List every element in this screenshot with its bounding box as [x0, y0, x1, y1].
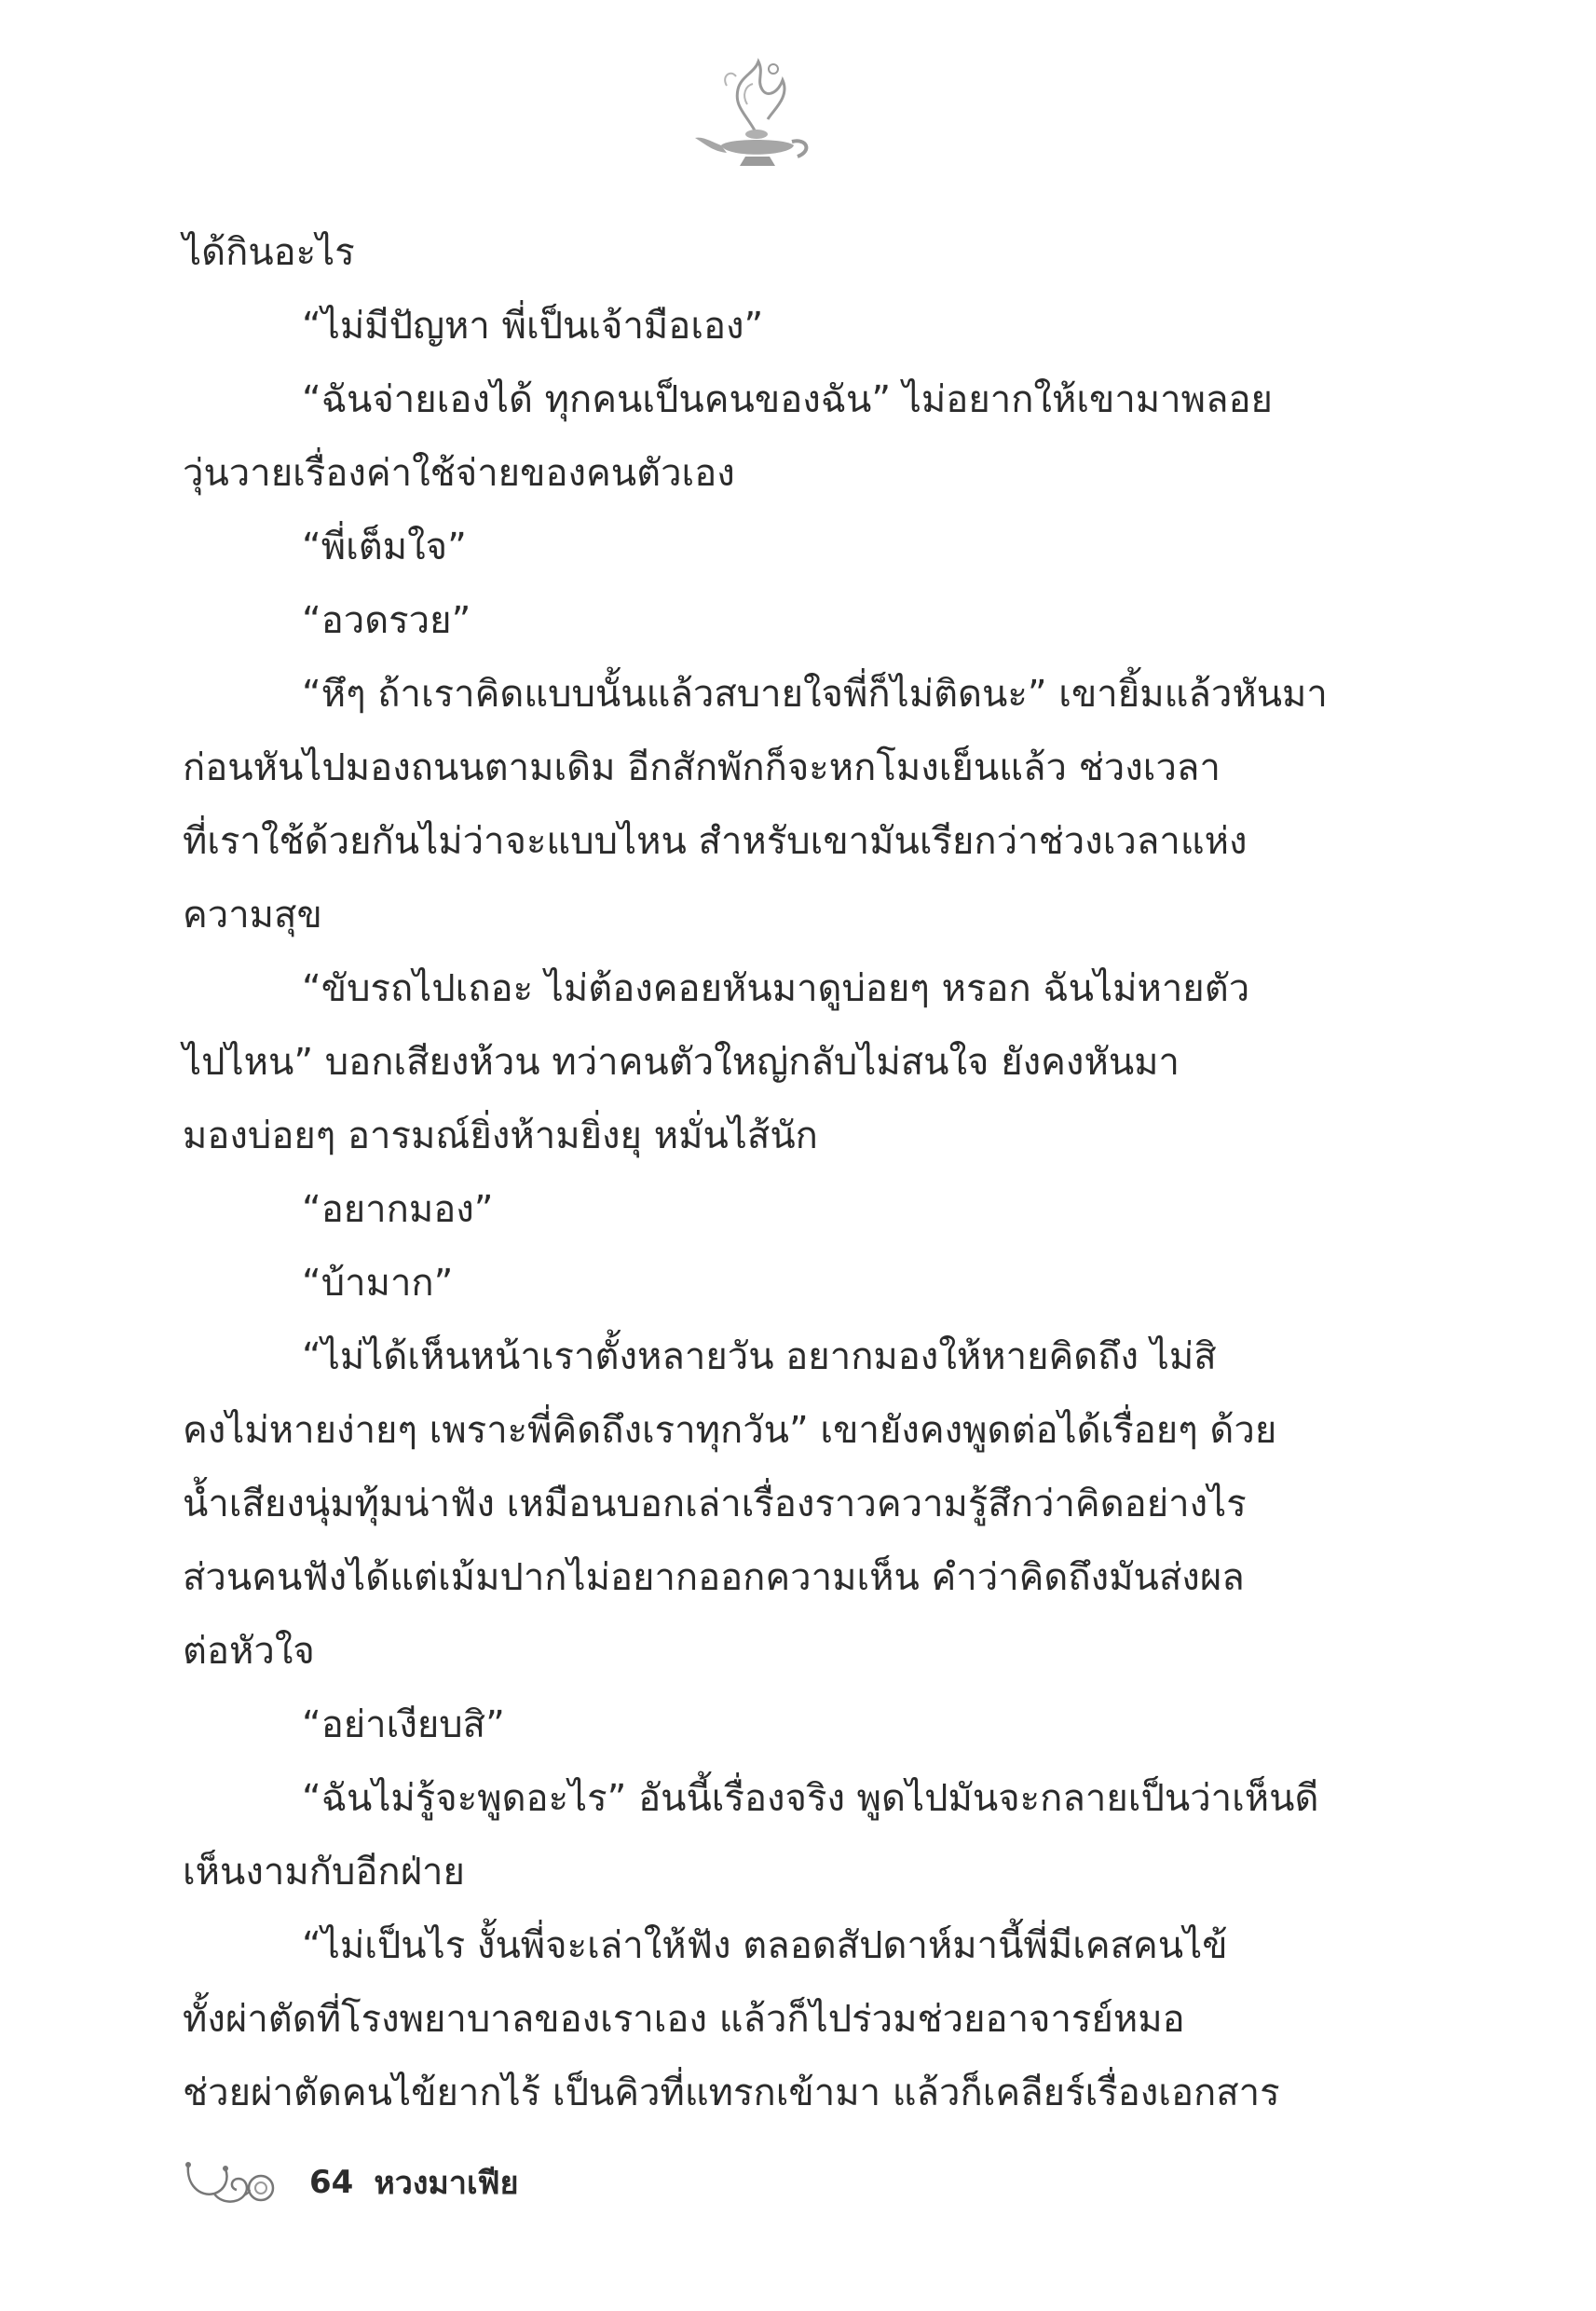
text-line: ได้กินอะไร: [183, 231, 355, 274]
text-line: ก่อนหันไปมองถนนตามเดิม อีกสักพักก็จะหกโมงเย็นแล้ว ช่วงเวลา: [183, 746, 1221, 789]
text-line: “ไม่มีปัญหา พี่เป็นเจ้ามือเอง”: [302, 305, 764, 348]
text-line: “อวดรวย”: [302, 599, 471, 642]
text-line: “ขับรถไปเถอะ ไม่ต้องคอยหันมาดูบ่อยๆ หรอก ฉันไม่หายตัว: [302, 967, 1250, 1010]
page-number: 64: [309, 2164, 354, 2201]
text-line: ไปไหน” บอกเสียงห้วน ทว่าคนตัวใหญ่กลับไม่สนใจ ยังคงหันมา: [183, 1041, 1180, 1084]
text-line: ช่วยผ่าตัดคนไข้ยากไร้ เป็นคิวที่แทรกเข้ามา แล้วก็เคลียร์เรื่องเอกสาร: [183, 2072, 1280, 2114]
text-line: “หึๆ ถ้าเราคิดแบบนั้นแล้วสบายใจพี่ก็ไม่ติดนะ” เขายิ้มแล้วหันมา: [302, 673, 1328, 716]
text-line: “ฉันไม่รู้จะพูดอะไร” อันนี้เรื่องจริง พูดไปมันจะกลายเป็นว่าเห็นดี: [302, 1777, 1319, 1820]
text-line: น้ำเสียงนุ่มทุ้มน่าฟัง เหมือนบอกเล่าเรื่องราวความรู้สึกว่าคิดอย่างไร: [183, 1483, 1247, 1525]
text-line: “พี่เต็มใจ”: [302, 526, 467, 568]
text-line: ความสุข: [183, 894, 322, 937]
text-line: “ฉันจ่ายเองได้ ทุกคนเป็นคนของฉัน” ไม่อยากให้เขามาพลอย: [302, 378, 1273, 421]
text-line: “ไม่เป็นไร งั้นพี่จะเล่าให้ฟัง ตลอดสัปดาห์มานี้พี่มีเคสคนไข้: [302, 1924, 1228, 1967]
text-line: ต่อหัวใจ: [183, 1630, 315, 1673]
text-line: เห็นงามกับอีกฝ่าย: [183, 1851, 465, 1894]
book-title: หวงมาเฟีย: [374, 2165, 519, 2202]
text-line: “ไม่ได้เห็นหน้าเราตั้งหลายวัน อยากมองให้หายคิดถึง ไม่สิ: [302, 1335, 1217, 1378]
text-line: “อย่าเงียบสิ”: [302, 1703, 505, 1746]
body-text: [183, 216, 1338, 2130]
text-line: ทั้งผ่าตัดที่โรงพยาบาลของเราเอง แล้วก็ไปร่วมช่วยอาจารย์หมอ: [183, 1998, 1185, 2041]
text-line: คงไม่หายง่ายๆ เพราะพี่คิดถึงเราทุกวัน” เขายังคงพูดต่อได้เรื่อยๆ ด้วย: [183, 1409, 1277, 1452]
text-line: มองบ่อยๆ อารมณ์ยิ่งห้ามยิ่งยุ หมั่นไส้นัก: [183, 1114, 818, 1157]
text-line: “อยากมอง”: [302, 1188, 494, 1231]
stethoscope-icon: [183, 2156, 285, 2208]
text-line: ส่วนคนฟังได้แต่เม้มปากไม่อยากออกความเห็น คำว่าคิดถึงมันส่งผล: [183, 1556, 1245, 1599]
text-line: “บ้ามาก”: [302, 1262, 454, 1305]
text-line: วุ่นวายเรื่องค่าใช้จ่ายของคนตัวเอง: [183, 452, 735, 495]
text-line: ที่เราใช้ด้วยกันไม่ว่าจะแบบไหน สำหรับเขามันเรียกว่าช่วงเวลาแห่ง: [183, 820, 1248, 863]
page-footer: [183, 2154, 519, 2210]
magic-lamp-icon: [689, 48, 820, 179]
